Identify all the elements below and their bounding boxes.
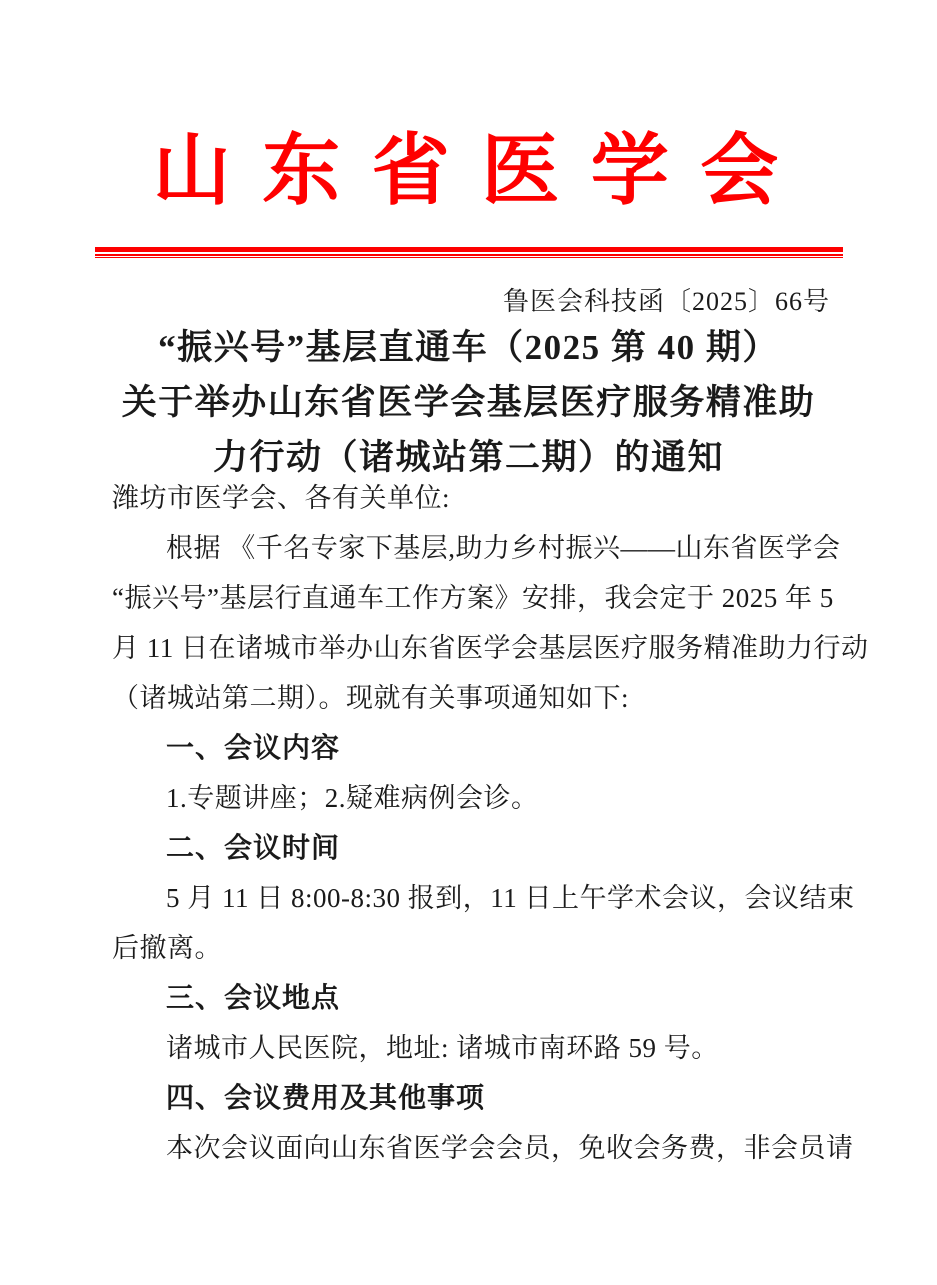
red-divider-thin-bar	[95, 257, 843, 258]
section-heading: 一、会议内容	[166, 732, 341, 763]
section-heading: 二、会议时间	[166, 832, 341, 863]
body-line: 诸城市人民医院，地址: 诸城市南环路 59 号。	[166, 1033, 719, 1063]
body-line: 后撤离。	[112, 933, 222, 963]
body-line: 本次会议面向山东省医学会会员，免收会务费，非会员请	[166, 1133, 854, 1163]
body-line: 1.专题讲座；2.疑难病例会诊。	[166, 783, 539, 813]
org-masthead-title: 山 东 省 医 学 会	[152, 127, 785, 214]
red-divider	[95, 247, 843, 258]
section-heading: 四、会议费用及其他事项	[166, 1082, 486, 1113]
notice-title-line-1: “振兴号”基层直通车（2025 第 40 期）	[158, 328, 779, 367]
body-line: 根据 《千名专家下基层,助力乡村振兴——山东省医学会	[166, 533, 841, 563]
body-line: “振兴号”基层行直通车工作方案》安排，我会定于 2025 年 5	[112, 583, 834, 613]
body-line: （诸城站第二期）。现就有关事项通知如下:	[112, 683, 630, 713]
notice-title	[40, 320, 897, 485]
body-line: 5 月 11 日 8:00-8:30 报到，11 日上午学术会议，会议结束	[166, 883, 855, 913]
doc-reference-number: 鲁医会科技函〔2025〕66号	[502, 287, 830, 316]
section-heading: 三、会议地点	[166, 982, 341, 1013]
notice-body	[112, 473, 869, 1173]
notice-title-line-3: 力行动（诸城站第二期）的通知	[212, 438, 724, 477]
notice-title-line-2: 关于举办山东省医学会基层医疗服务精准助	[121, 383, 816, 422]
salutation: 潍坊市医学会、各有关单位:	[112, 483, 451, 513]
body-line: 月 11 日在诸城市举办山东省医学会基层医疗服务精准助力行动	[112, 633, 869, 663]
